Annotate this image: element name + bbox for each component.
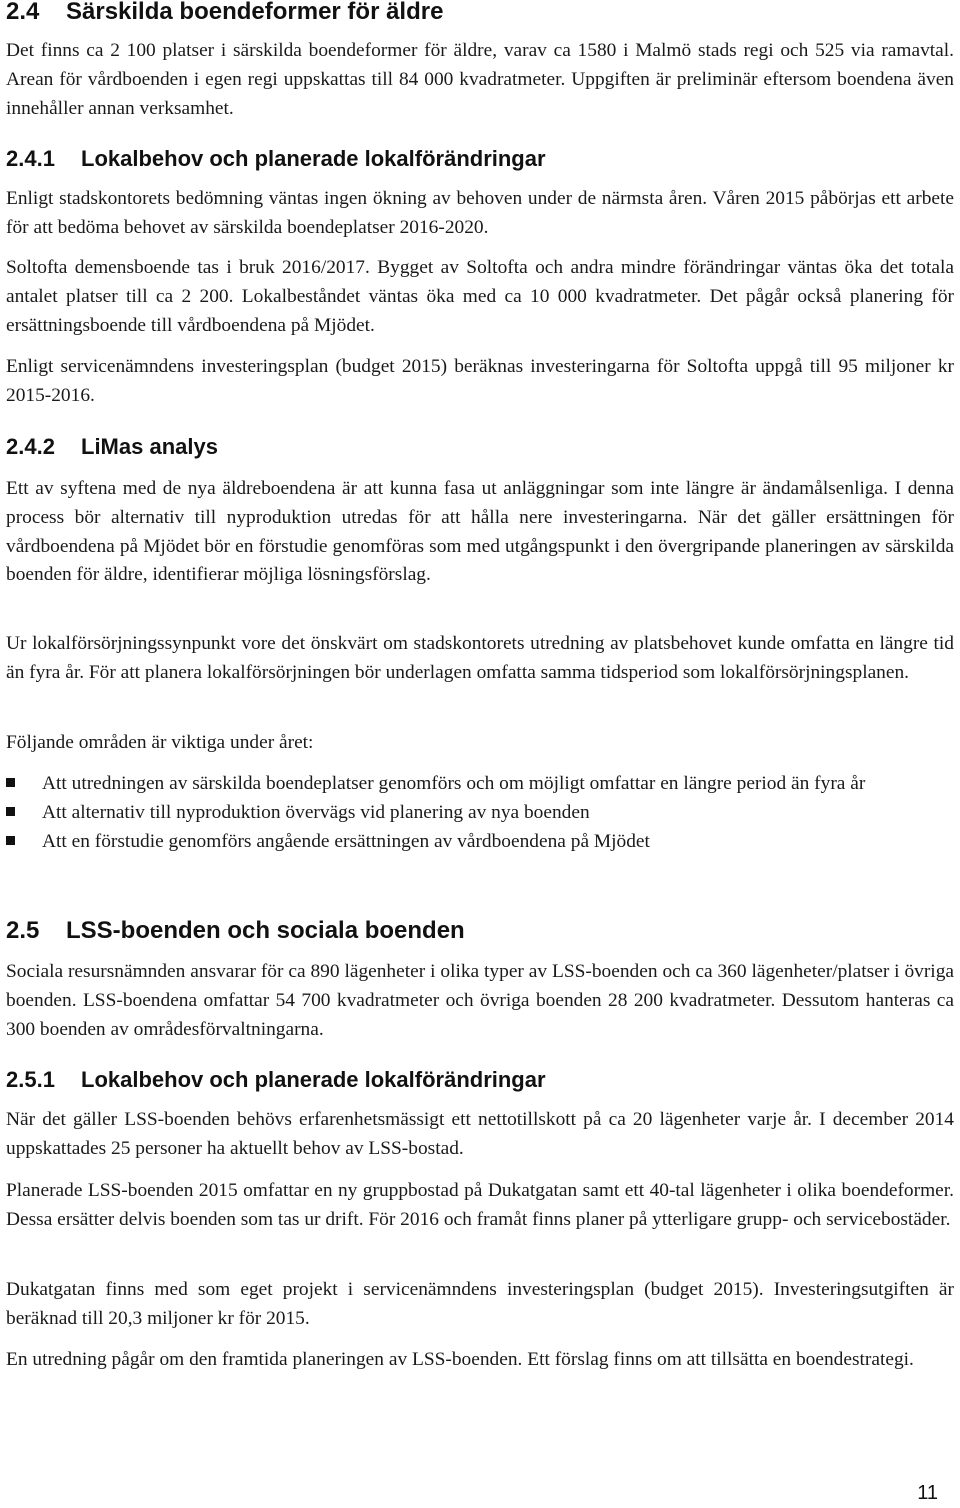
list-item-text: Att alternativ till nyproduktion övervägs vid planering av nya boenden	[42, 801, 590, 823]
paragraph: Soltofta demensboende tas i bruk 2016/2017. Bygget av Soltofta och andra mindre förändringar väntas öka det totala antalet platser till ca 2 200. Lokalbeståndet väntas öka med ca 10 000 kvadratmeter. Det pågår också planering för ersättningsboende till vårdboendena på Mjödet.	[6, 257, 954, 336]
section-title: LiMas analys	[81, 434, 218, 459]
section-number: 2.4	[6, 0, 40, 25]
section-title: LSS-boenden och sociala boenden	[66, 917, 465, 944]
bullet-icon	[6, 836, 15, 845]
bullet-icon	[6, 807, 15, 816]
section-heading-2-4-1	[6, 145, 546, 173]
list-item-text: Att utredningen av särskilda boendeplatser genomförs och om möjligt omfattar en längre period än fyra år	[42, 773, 866, 794]
list-item-text: Att en förstudie genomförs angående ersättningen av vårdboendena på Mjödet	[42, 830, 650, 852]
section-heading-2-4	[6, 0, 443, 27]
paragraph: Enligt servicenämndens investeringsplan (budget 2015) beräknas investeringarna för Soltofta uppgå till 95 miljoner kr 2015-2016.	[6, 356, 954, 406]
section-heading-2-5	[6, 916, 465, 946]
page-number: 11	[917, 1482, 938, 1504]
paragraph: Det finns ca 2 100 platser i särskilda boendeformer för äldre, varav ca 1580 i Malmö stads regi och 525 via ramavtal. Arean för vårdboenden i egen regi uppskattas till 84 000 kvadratmeter. Uppgiften är preliminär eftersom boendena även innehåller annan verksamhet.	[6, 40, 954, 119]
paragraph: Planerade LSS-boenden 2015 omfattar en ny gruppbostad på Dukatgatan samt ett 40-tal lägenheter i olika boendeformer. Dessa ersätter delvis boenden som tas ur drift. För 2016 och framåt finns planer på ytterligare grupp- och servicebostäder.	[6, 1180, 954, 1230]
paragraph: Följande områden är viktiga under året:	[6, 732, 314, 753]
section-number: 2.4.2	[6, 434, 55, 459]
paragraph: En utredning pågår om den framtida planeringen av LSS-boenden. Ett förslag finns om att tillsätta en boendestrategi.	[6, 1349, 914, 1370]
paragraph: Ett av syftena med de nya äldreboendena är att kunna fasa ut anläggningar som inte längre är ändamålsenliga. I denna process bör alternativ till nyproduktion utredas för att hålla nere investeringarna. När det gäller ersättningen för vårdboendena på Mjödet bör en förstudie genomföras som med utgångspunkt i den övergripande planeringen av särskilda boenden för äldre, identifierar möjliga lösningsförslag.	[6, 478, 954, 586]
section-number: 2.5.1	[6, 1067, 55, 1092]
list-item	[6, 770, 954, 799]
bullet-list	[6, 770, 954, 856]
section-heading-2-4-2	[6, 433, 218, 461]
section-title: Särskilda boendeformer för äldre	[66, 0, 444, 25]
paragraph: Enligt stadskontorets bedömning väntas ingen ökning av behoven under de närmsta åren. Våren 2015 påbörjas ett arbete för att bedöma behovet av särskilda boendeplatser 2016-2020.	[6, 188, 954, 238]
paragraph: Ur lokalförsörjningssynpunkt vore det önskvärt om stadskontorets utredning av platsbehovet kunde omfatta en längre tid än fyra år. För att planera lokalförsörjningen bör underlagen omfatta samma tidsperiod som lokalförsörjningsplanen.	[6, 633, 954, 683]
paragraph: När det gäller LSS-boenden behövs erfarenhetsmässigt ett nettotillskott på ca 20 lägenheter varje år. I december 2014 uppskattades 25 personer ha aktuellt behov av LSS-bostad.	[6, 1109, 954, 1159]
section-number: 2.5	[6, 917, 40, 944]
section-title: Lokalbehov och planerade lokalförändringar	[81, 146, 546, 171]
section-heading-2-5-1	[6, 1066, 546, 1094]
list-item	[6, 799, 954, 828]
section-title: Lokalbehov och planerade lokalförändringar	[81, 1067, 546, 1092]
section-number: 2.4.1	[6, 146, 55, 171]
paragraph: Dukatgatan finns med som eget projekt i servicenämndens investeringsplan (budget 2015). Investeringsutgiften är beräknad till 20,3 miljoner kr för 2015.	[6, 1279, 954, 1329]
list-item	[6, 828, 954, 857]
paragraph: Sociala resursnämnden ansvarar för ca 890 lägenheter i olika typer av LSS-boenden och ca 360 lägenheter/platser i övriga boenden. LSS-boendena omfattar 54 700 kvadratmeter och övriga boenden 28 200 kvadratmeter. Dessutom hanteras ca 300 boenden av områdesförvaltningarna.	[6, 961, 954, 1040]
bullet-icon	[6, 778, 15, 787]
